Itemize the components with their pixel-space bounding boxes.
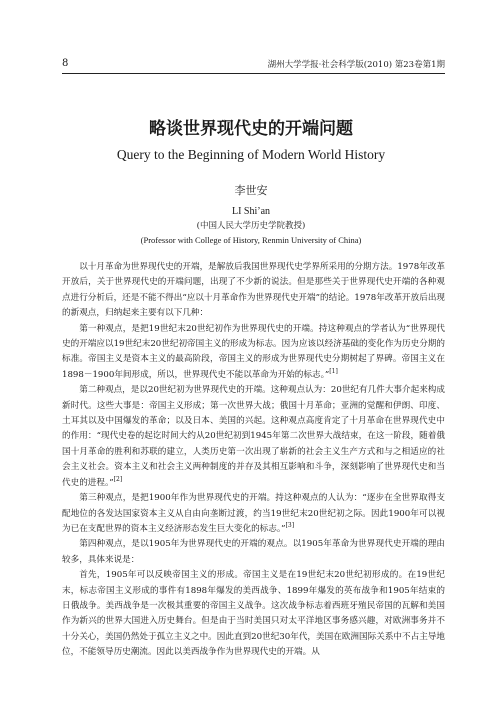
header-rule <box>62 73 445 74</box>
paragraph-view-two: 第二种观点，是以20世纪初为世界现代史的开端。这种观点认为：20世纪有几件大事介起来构成新时代。这些大事是：帝国主义形成；第一次世界大战；俄国十月革命；亚洲的觉醒和伊朗、印度、土耳其以及中国爆发的革命；以及日本、美国的兴起。这种观点高度肯定了十月革命在世界现代史中的作用：“现代史卷的起讫时间大约从20世纪初到1945年第二次世界大战结束，在这一阶段，随着俄国十月革命的胜利和苏联的建立，人类历史第一次出现了崭新的社会主义生产方式和与之相适应的社会主义社会。资本主义和社会主义两种制度的并存及其相互影响和斗争，深刻影响了世界现代史和当代史的进程。”[2] <box>62 385 445 488</box>
paragraph-intro: 以十月革命为世界现代史的开端，是解放后我国世界现代史学界所采用的分期方法。1978年改革开放后，关于世界现代史的开端问题，出现了不少新的说法。但是那些关于世界现代史开端的各种观点进行分析后，还是不能不得出“应以十月革命作为世界现代史开端”的结论。1978年改革开放后出现的新观点，归纳起来主要有以下几种： <box>62 262 445 319</box>
article-body <box>62 260 445 700</box>
paragraph-view-four: 第四种观点，是以1905年为世界现代史的开端的观点。以1905年革命为世界现代史开端的理由较多，具体来说是： <box>62 539 445 565</box>
article-title-english: Query to the Beginning of Modern World History <box>116 147 386 162</box>
citation-mark: [1] <box>329 367 338 375</box>
author-affiliation-english: (Professor with College of History, Renmin University of China) <box>140 235 362 245</box>
author-name-chinese: 李世安 <box>234 184 268 197</box>
citation-mark: [3] <box>285 522 295 530</box>
running-header <box>62 58 445 72</box>
paragraph-view-one: 第一种观点，是把19世纪末20世纪初作为世界现代史的开端。持这种观点的学者认为“世界现代史的开端应以19世纪末20世纪初帝国主义的形成为标志。因为应该以经济基础的变化作为历史分期的标准。帝国主义是资本主义的最高阶段，帝国主义的形成为世界现代史分期树起了界碑。帝国主义在1898－1900年间形成，所以，世界现代史不能以革命为开始的标志。”[1] <box>62 323 445 380</box>
journal-citation: 湖州大学学报·社会科学版(2010) 第23卷第1期 <box>267 60 445 70</box>
paragraph-view-three: 第三种观点，是把1900年作为世界现代史的开端。持这种观点的人认为：“逐步在全世界取得支配地位的各发达国家资本主义从自由向垄断过渡，约当19世纪末20世纪初之际。因此1900年可以视为已在支配世界的资本主义经济形态发生巨大变化的标志。”[3] <box>62 493 445 534</box>
author-name-english: LI Shi’an <box>231 206 271 217</box>
article-title-chinese: 略谈世界现代史的开端问题 <box>149 119 353 139</box>
page-number: 8 <box>62 58 69 69</box>
paragraph-first-reason: 首先，1905年可以反映帝国主义的形成。帝国主义是在19世纪末20世纪初形成的。在19世纪末，标志帝国主义形成的事件有1898年爆发的美西战争、1899年爆发的英布战争和1905年结束的日俄战争。美西战争是一次极其重要的帝国主义战争。这次战争标志着西班牙殖民帝国的瓦解和美国作为新兴的世界大国进入历史舞台。但是由于当时美国只对太平洋地区事务感兴趣，对欧洲事务并不十分关心，美国仍然处于孤立主义之中。因此直到20世纪30年代，美国在欧洲国际关系中不占主导地位，不能领导历史潮流。因此以美西战争作为世界现代史的开端。从 <box>62 570 445 658</box>
citation-mark: [2] <box>113 475 123 483</box>
author-affiliation-chinese: (中国人民大学历史学院教授) <box>196 221 306 231</box>
